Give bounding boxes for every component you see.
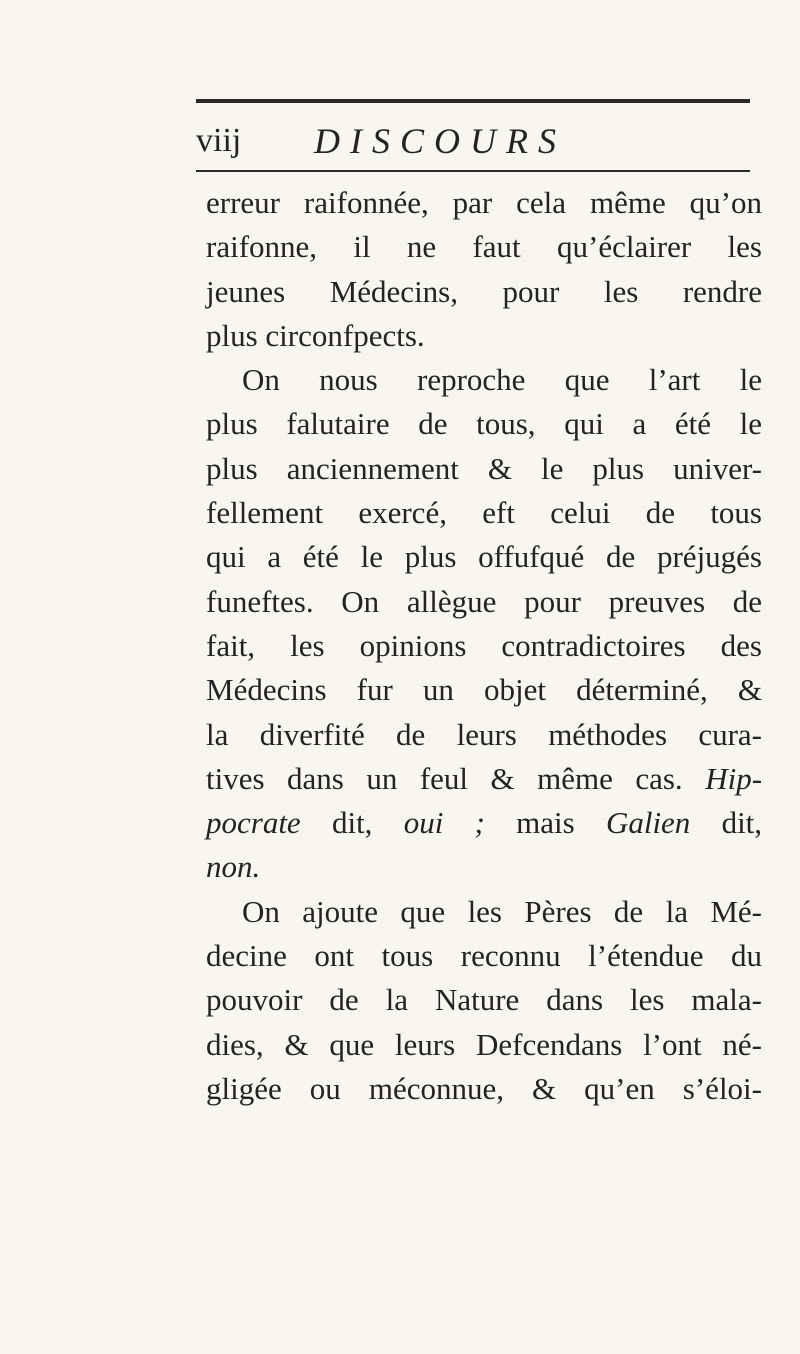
text-line: jeunes Médecins, pour les rendre	[206, 273, 762, 309]
paragraph-start-line: On ajoute que les Pères de la Mé-	[242, 893, 762, 929]
line-segment: mais	[516, 805, 575, 841]
italic-name-hippocrate: Hip-	[705, 760, 763, 796]
paragraph-start-line: On nous reproche que l’art le	[242, 362, 762, 398]
italic-word-oui: oui ;	[403, 805, 485, 841]
text-line: decine ont tous reconnu l’étendue du	[206, 938, 762, 974]
text-line: dies, & que leurs Defcendans l’ont né-	[206, 1026, 762, 1062]
italic-word-non: non.	[206, 849, 261, 885]
line-segment: tives dans un feul & même cas.	[206, 760, 683, 796]
line-segment: dit,	[721, 805, 763, 841]
text-line: raifonne, il ne faut qu’éclairer les	[206, 229, 762, 265]
running-title: DISCOURS	[314, 121, 566, 161]
text-line	[206, 757, 762, 801]
text-line	[206, 845, 762, 889]
text-line	[206, 801, 762, 845]
italic-name-hippocrate-cont: pocrate	[206, 805, 301, 841]
text-line: fellement exercé, eft celui de tous	[206, 495, 762, 531]
text-line: gligée ou méconnue, & qu’en s’éloi-	[206, 1070, 762, 1106]
text-line: qui a été le plus offufqué de préjugés	[206, 539, 762, 575]
header-top-rule	[196, 99, 750, 103]
text-line: plus falutaire de tous, qui a été le	[206, 406, 762, 442]
text-line: Médecins fur un objet déterminé, &	[206, 672, 762, 708]
text-line: pouvoir de la Nature dans les mala-	[206, 982, 762, 1018]
page-number: viij	[196, 122, 242, 159]
text-line: plus circonfpects.	[206, 317, 425, 353]
running-header	[196, 116, 750, 166]
italic-name-galien: Galien	[605, 805, 691, 841]
body-text	[206, 181, 762, 1111]
text-line: la diverfité de leurs méthodes cura-	[206, 716, 762, 752]
text-line: plus anciennement & le plus univer-	[206, 450, 762, 486]
text-line: erreur raifonnée, par cela même qu’on	[206, 185, 762, 220]
line-segment: dit,	[331, 805, 373, 841]
text-line: fait, les opinions contradictoires des	[206, 627, 762, 663]
header-bottom-rule	[196, 170, 750, 172]
text-line: funeftes. On allègue pour preuves de	[206, 583, 762, 619]
